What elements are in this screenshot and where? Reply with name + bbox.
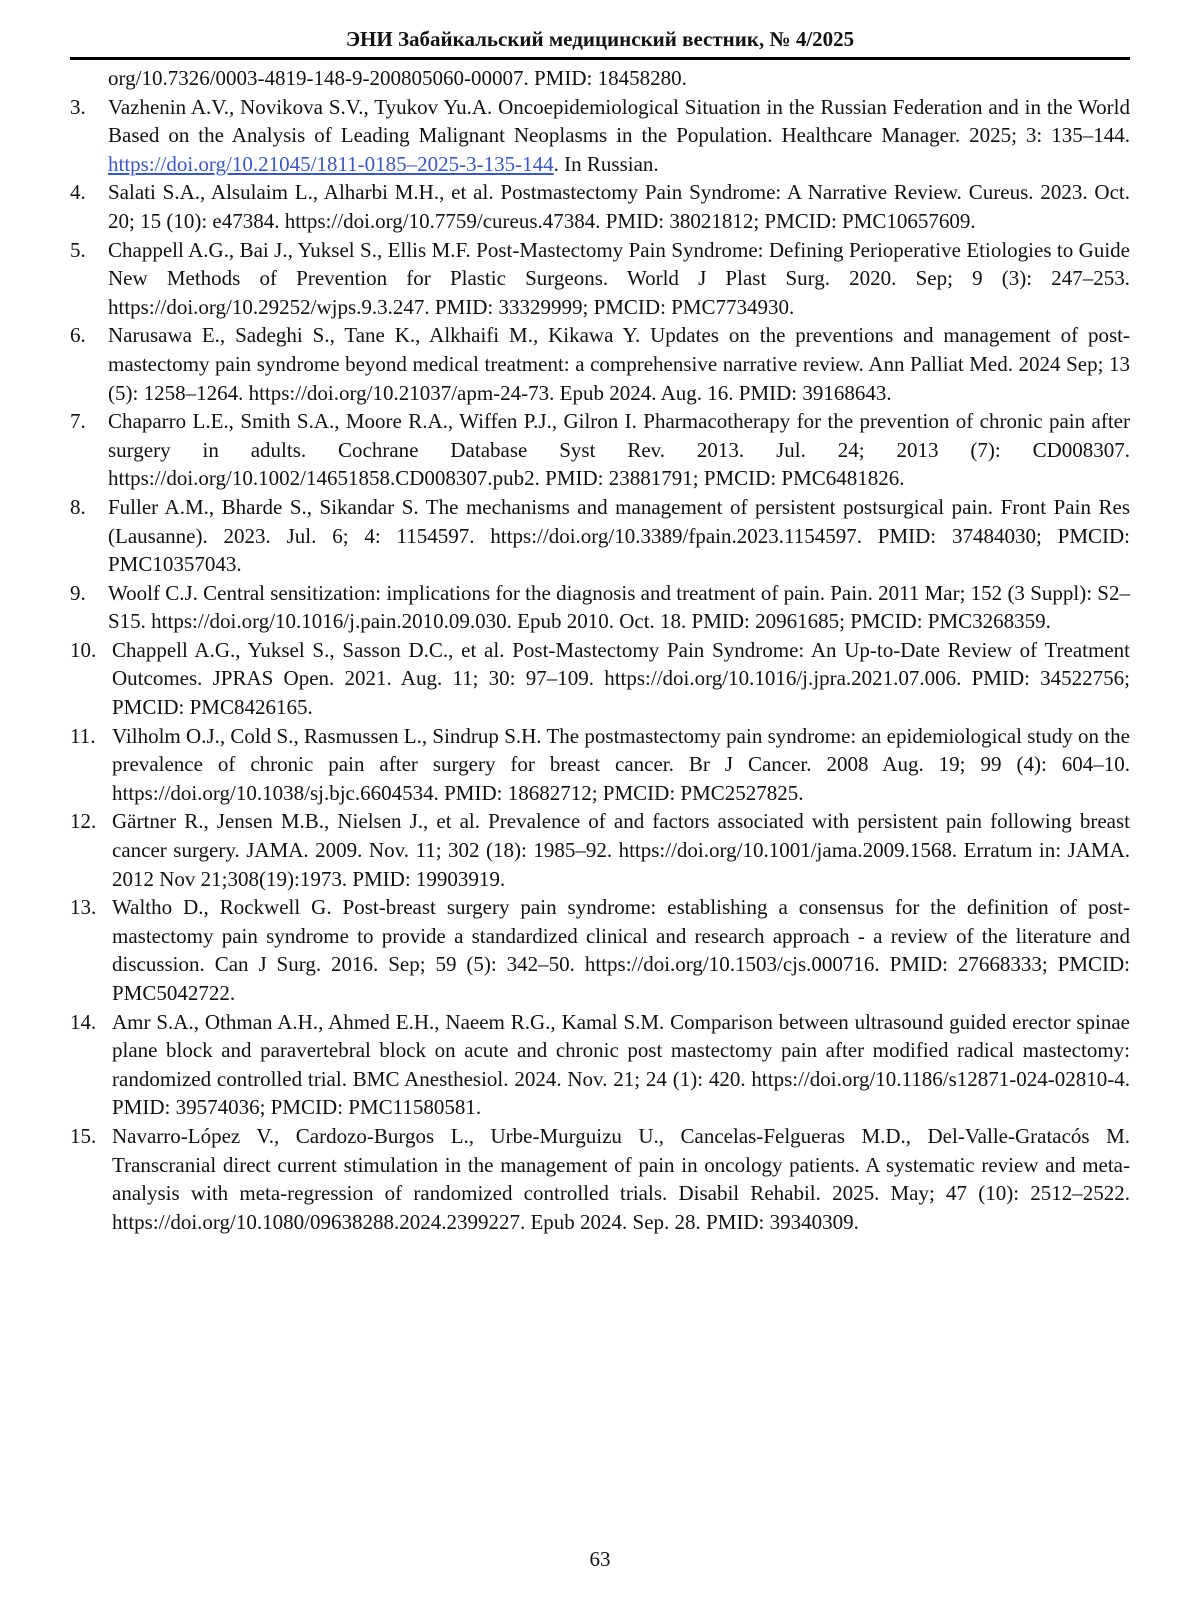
page-number: 63 bbox=[589, 1547, 611, 1571]
reference-text: Narusawa E., Sadeghi S., Tane K., Alkhaifi M., Kikawa Y. Updates on the preventions and management of post-mastectomy pain syndrome beyond medical treatment: a comprehensive narrative review. Ann Palliat Med. 2024 Sep; 13 (5): 1258–1264. https://doi.org/10.21037/apm-24-73. Epub 2024. Aug. 16. PMID: 39168643. bbox=[108, 323, 1130, 405]
reference-number: 5. bbox=[70, 237, 86, 262]
reference-number: 9. bbox=[70, 580, 86, 605]
reference-text bbox=[108, 93, 1130, 179]
reference-number: 15. bbox=[70, 1123, 97, 1148]
reference-number: 8. bbox=[70, 494, 86, 519]
reference-number: 14. bbox=[70, 1009, 97, 1034]
reference-tail: . In Russian. bbox=[553, 151, 659, 176]
reference-item-15 bbox=[70, 1122, 1130, 1236]
reference-text: Amr S.A., Othman A.H., Ahmed E.H., Naeem R.G., Kamal S.M. Comparison between ultrasound guided erector spinae plane block and paravertebral block on acute and chronic post mastectomy pain after modified radical mastectomy: randomized controlled trial. BMC Anesthesiol. 2024. Nov. 21; 24 (1): 420. https://doi.org/10.1186/s12871-024-02810-4. PMID: 39574036; PMCID: PMC11580581. bbox=[112, 1009, 1130, 1120]
reference-item-4 bbox=[70, 178, 1130, 235]
reference-body: Vazhenin A.V., Novikova S.V., Tyukov Yu.A. Oncoepidemiological Situation in the Russian Federation and in the World Based on the Analysis of Leading Malignant Neoplasms in the Population. Healthcare Manager. 2025; 3: 135–144. bbox=[108, 94, 1130, 148]
reference-text: Gärtner R., Jensen M.B., Nielsen J., et al. Prevalence of and factors associated with persistent pain following breast cancer surgery. JAMA. 2009. Nov. 11; 302 (18): 1985–92. https://doi.org/10.1001/jama.2009.1568. Erratum in: JAMA. 2012 Nov 21;308(19):1973. PMID: 19903919. bbox=[112, 809, 1130, 891]
reference-text: Chappell A.G., Bai J., Yuksel S., Ellis M.F. Post-Mastectomy Pain Syndrome: Defining Perioperative Etiologies to Guide New Methods of Prevention for Plastic Surgeons. World J Plast Surg. 2020. Sep; 9 (3): 247–253. https://doi.org/10.29252/wjps.9.3.247. PMID: 33329999; PMCID: PMC7734930. bbox=[108, 237, 1130, 319]
reference-number: 7. bbox=[70, 409, 86, 434]
reference-item-11 bbox=[70, 722, 1130, 808]
reference-number: 11. bbox=[70, 723, 96, 748]
reference-number: 6. bbox=[70, 323, 86, 348]
reference-text: Salati S.A., Alsulaim L., Alharbi M.H., et al. Postmastectomy Pain Syndrome: A Narrative Review. Cureus. 2023. Oct. 20; 15 (10): e47384. https://doi.org/10.7759/cureus.47384. PMID: 38021812; PMCID: PMC10657609. bbox=[108, 180, 1130, 233]
reference-text: Navarro-López V., Cardozo-Burgos L., Urbe-Murguizu U., Cancelas-Felgueras M.D., Del-Valle-Gratacós M. Transcranial direct current stimulation in the management of pain in oncology patients. A systematic review and meta-analysis with meta-regression of randomized controlled trials. Disabil Rehabil. 2025. May; 47 (10): 2512–2522. https://doi.org/10.1080/09638288.2024.2399227. Epub 2024. Sep. 28. PMID: 39340309. bbox=[112, 1123, 1130, 1234]
reference-number: 3. bbox=[70, 94, 86, 119]
reference-number: 13. bbox=[70, 895, 97, 920]
reference-number: 12. bbox=[70, 809, 97, 834]
reference-item-6 bbox=[70, 321, 1130, 407]
reference-item-7 bbox=[70, 407, 1130, 493]
reference-item-5 bbox=[70, 236, 1130, 322]
reference-item-13 bbox=[70, 893, 1130, 1007]
reference-continuation: org/10.7326/0003-4819-148-9-200805060-00007. PMID: 18458280. bbox=[108, 66, 687, 90]
reference-number: 10. bbox=[70, 637, 97, 662]
reference-text: Woolf C.J. Central sensitization: implications for the diagnosis and treatment of pain. Pain. 2011 Mar; 152 (3 Suppl): S2–S15. https://doi.org/10.1016/j.pain.2010.09.030. Epub 2010. Oct. 18. PMID: 20961685; PMCID: PMC3268359. bbox=[108, 580, 1130, 634]
reference-item-10 bbox=[70, 636, 1130, 722]
reference-text: Fuller A.M., Bharde S., Sikandar S. The mechanisms and management of persistent postsurgical pain. Front Pain Res (Lausanne). 2023. Jul. 6; 4: 1154597. https://doi.org/10.3389/fpain.2023.1154597. PMID: 37484030; PMCID: PMC10357043. bbox=[108, 494, 1130, 577]
header-rule bbox=[70, 57, 1130, 60]
reference-item-3 bbox=[70, 93, 1130, 179]
reference-item-14 bbox=[70, 1008, 1130, 1122]
reference-text: Waltho D., Rockwell G. Post-breast surgery pain syndrome: establishing a consensus for the definition of post-mastectomy pain syndrome to provide a standardized clinical and research approach - a review of the literature and discussion. Can J Surg. 2016. Sep; 59 (5): 342–50. https://doi.org/10.1503/cjs.000716. PMID: 27668333; PMCID: PMC5042722. bbox=[112, 895, 1130, 1005]
reference-text: Chappell A.G., Yuksel S., Sasson D.C., et al. Post-Mastectomy Pain Syndrome: An Up-to-Date Review of Treatment Outcomes. JPRAS Open. 2021. Aug. 11; 30: 97–109. https://doi.org/10.1016/j.jpra.2021.07.006. PMID: 34522756; PMCID: PMC8426165. bbox=[112, 637, 1130, 720]
reference-item-9 bbox=[70, 579, 1130, 636]
doi-link[interactable]: https://doi.org/10.21045/1811-0185–2025-3-135-144 bbox=[108, 151, 554, 176]
reference-item-8 bbox=[70, 493, 1130, 579]
reference-item-12 bbox=[70, 807, 1130, 893]
reference-number: 4. bbox=[70, 180, 86, 205]
running-header: ЭНИ Забайкальский медицинский вестник, № 4/2025 bbox=[345, 27, 855, 51]
reference-text: Chaparro L.E., Smith S.A., Moore R.A., Wiffen P.J., Gilron I. Pharmacotherapy for the prevention of chronic pain after surgery in adults. Cochrane Database Syst Rev. 2013. Jul. 24; 2013 (7): CD008307. https://doi.org/10.1002/14651858.CD008307.pub2. PMID: 23881791; PMCID: PMC6481826. bbox=[108, 409, 1130, 491]
reference-text: Vilholm O.J., Cold S., Rasmussen L., Sindrup S.H. The postmastectomy pain syndrome: an epidemiological study on the prevalence of chronic pain after surgery for breast cancer. Br J Cancer. 2008 Aug. 19; 99 (4): 604–10. https://doi.org/10.1038/sj.bjc.6604534. PMID: 18682712; PMCID: PMC2527825. bbox=[112, 723, 1130, 805]
reference-list bbox=[70, 64, 1130, 1236]
